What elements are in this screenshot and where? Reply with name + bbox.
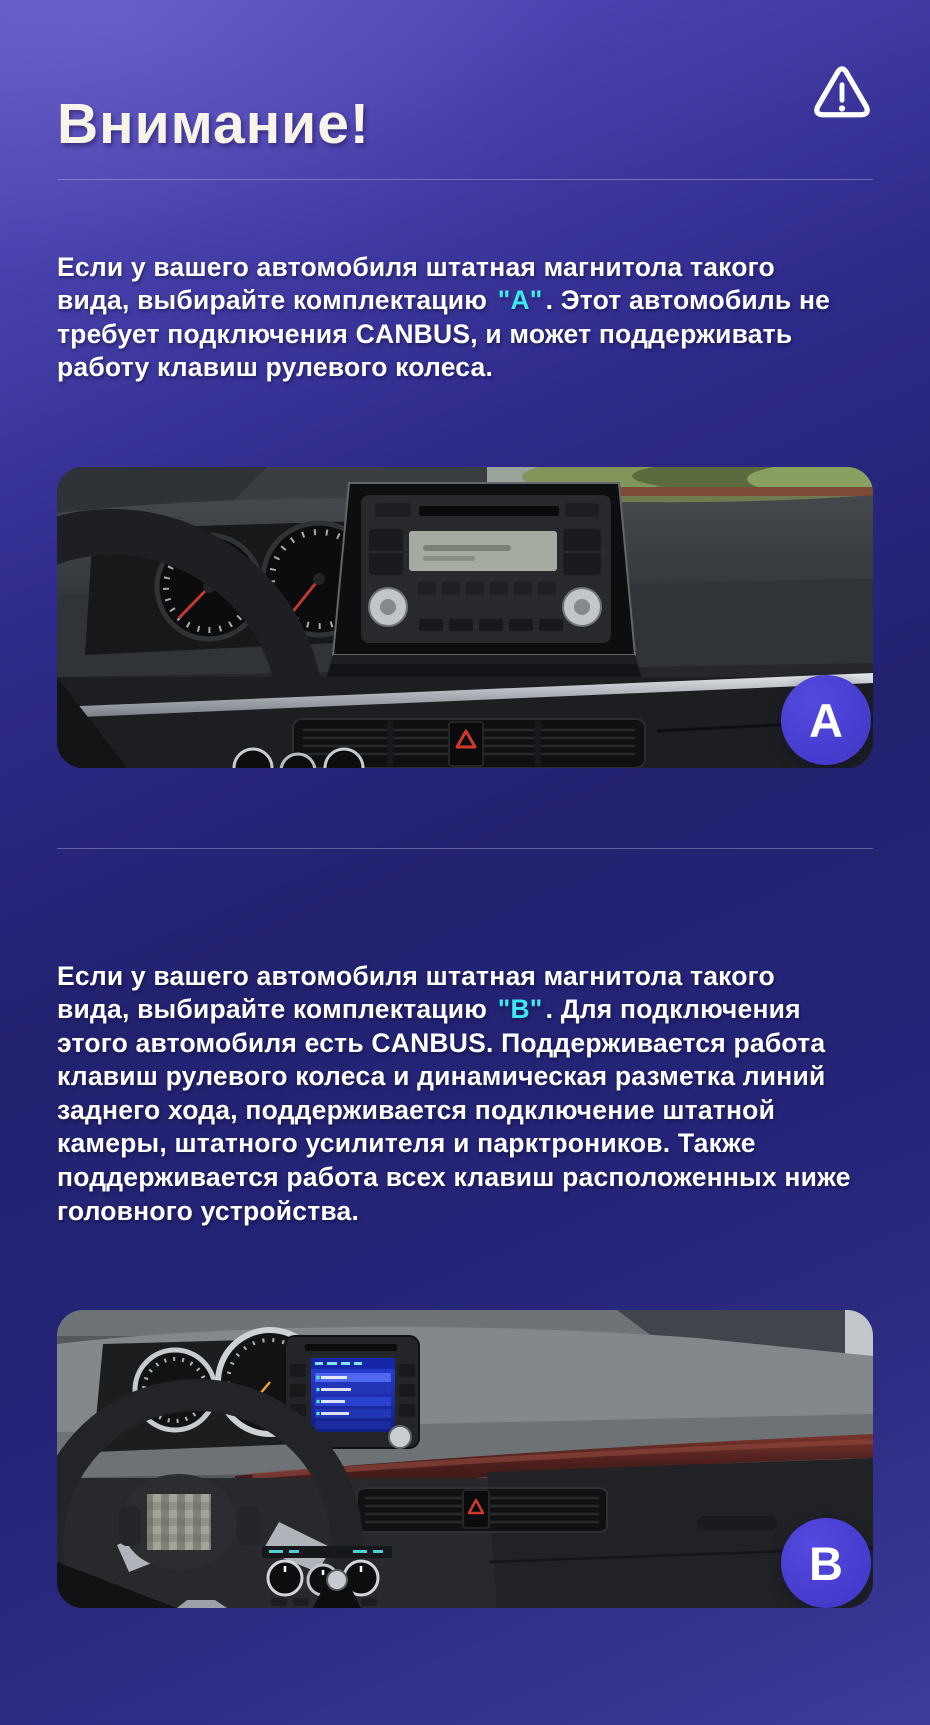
variant-b-badge-label: B bbox=[809, 1536, 843, 1590]
dashboard-photo-b bbox=[57, 1310, 873, 1608]
warning-triangle-icon bbox=[811, 63, 873, 122]
paragraph-a-text-before: Если у вашего автомобиля штатная магнитола такого вида, выбирайте комплектацию bbox=[57, 251, 775, 316]
paragraph-a-text-after: . Этот автомобиль не требует подключения CANBUS, и может поддерживать работу клавиш рулевого колеса. bbox=[57, 285, 831, 383]
paragraph-b-highlight: "B" bbox=[497, 994, 543, 1025]
paragraph-variant-a bbox=[57, 251, 852, 385]
paragraph-a-highlight: "A" bbox=[497, 285, 543, 316]
variant-b-badge bbox=[781, 1518, 871, 1608]
divider-top bbox=[57, 179, 873, 180]
paragraph-b-text-before: Если у вашего автомобиля штатная магнитола такого вида, выбирайте комплектацию bbox=[57, 960, 775, 1025]
paragraph-b-text-after: . Для подключения этого автомобиля есть CANBUS. Поддерживается работа клавиш рулевого колеса и динамическая разметка линий заднего хода, поддерживается подключение штатной камеры, штатного усилителя и парктроников. Также поддерживается работа всех клавиш расположенных ниже головного устройства. bbox=[57, 994, 851, 1226]
dashboard-photo-a bbox=[57, 467, 873, 768]
photo-variant-a bbox=[57, 467, 873, 768]
paragraph-variant-b bbox=[57, 960, 852, 1229]
variant-a-badge-label: A bbox=[809, 693, 843, 747]
page-title: Внимание! bbox=[57, 92, 370, 157]
photo-variant-b bbox=[57, 1310, 873, 1608]
variant-a-badge bbox=[781, 675, 871, 765]
divider-middle bbox=[57, 848, 873, 849]
